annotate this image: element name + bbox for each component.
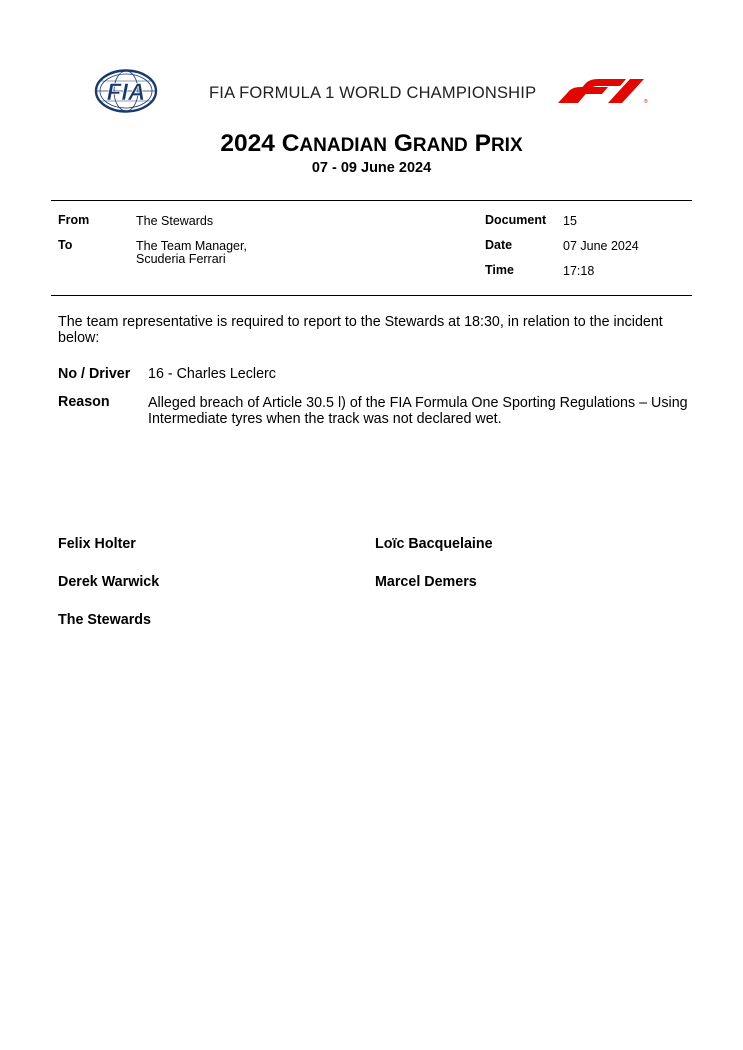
summons-text: The team representative is required to report to the Stewards at 18:30, in relation to the incident below: — [58, 314, 663, 346]
time-value: 17:18 — [563, 264, 595, 278]
steward-name: Derek Warwick — [58, 574, 160, 590]
steward-name: Loïc Bacquelaine — [375, 536, 493, 552]
document-label: Document — [485, 213, 547, 227]
fia-logo — [94, 69, 158, 113]
steward-name: Felix Holter — [58, 536, 136, 552]
date-label: Date — [485, 238, 513, 252]
reason-label: Reason — [58, 394, 110, 410]
event-title — [0, 130, 743, 158]
time-label: Time — [485, 263, 514, 277]
reason-value: Alleged breach of Article 30.5 l) of the FIA Formula One Sporting Regulations – Using Intermediate tyres when the track was not declared wet. — [148, 395, 688, 427]
to-value-line2: Scuderia Ferrari — [136, 252, 226, 266]
fia-logo-text: FIA — [106, 79, 146, 106]
event-year: 2024 — [220, 130, 275, 157]
svg-text:®: ® — [644, 99, 648, 103]
to-value-line1: The Team Manager, — [136, 239, 247, 253]
header-divider-top — [51, 200, 692, 201]
championship-title: FIA FORMULA 1 WORLD CHAMPIONSHIP — [209, 84, 537, 102]
event-name-word3: PRIX — [474, 130, 523, 157]
header-divider-bottom — [51, 295, 692, 296]
to-value — [136, 240, 247, 266]
stewards-footer: The Stewards — [58, 612, 151, 628]
from-value: The Stewards — [136, 214, 214, 228]
document-value: 15 — [563, 214, 577, 228]
driver-value: 16 - Charles Leclerc — [148, 366, 276, 382]
event-name-word1: CANADIAN — [281, 130, 388, 157]
driver-label: No / Driver — [58, 366, 131, 382]
from-label: From — [58, 213, 90, 227]
event-name-word2: GRAND — [393, 130, 468, 157]
f1-logo — [556, 79, 648, 103]
date-value: 07 June 2024 — [563, 239, 639, 253]
to-label: To — [58, 238, 73, 252]
steward-name: Marcel Demers — [375, 574, 477, 590]
event-dates: 07 - 09 June 2024 — [311, 160, 432, 176]
